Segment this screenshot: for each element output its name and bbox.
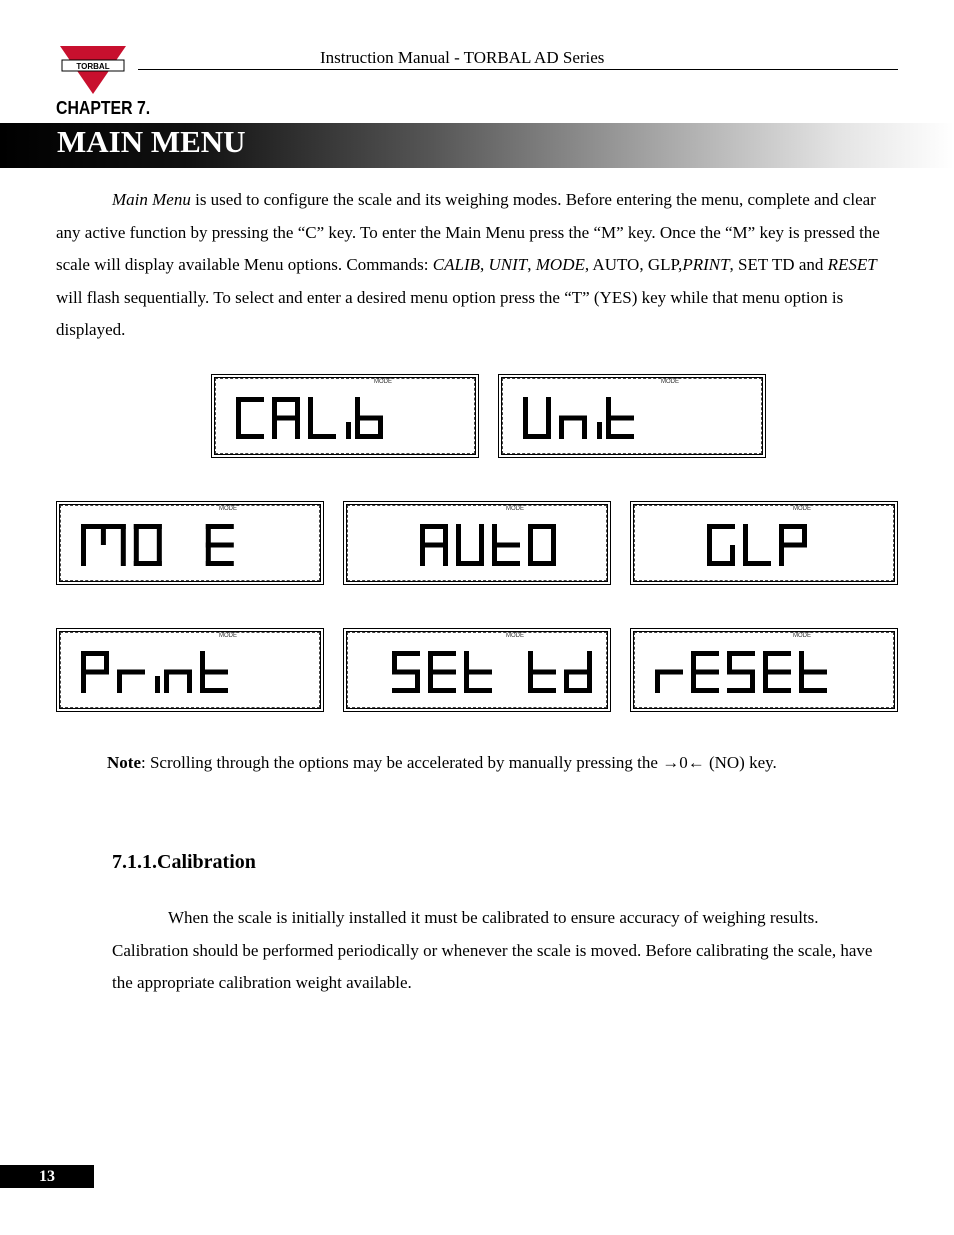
lcd-segments xyxy=(63,510,319,580)
intro-text-2: , AUTO, GLP, xyxy=(584,255,683,274)
section-heading: 7.1.1.Calibration xyxy=(112,851,256,873)
reset-term: RESET xyxy=(827,255,877,274)
zero-key-symbol: →0← xyxy=(662,753,705,772)
lcd-display-glp xyxy=(630,501,898,585)
lcd-segments xyxy=(63,637,319,707)
lcd-display-mode xyxy=(56,501,324,585)
lcd-display-auto xyxy=(343,501,611,585)
note-paragraph xyxy=(107,753,777,773)
lcd-segments xyxy=(505,383,761,453)
intro-text-3: , SET TD and xyxy=(729,255,828,274)
mode-indicator: MODE xyxy=(506,506,524,512)
lcd-segments xyxy=(350,637,606,707)
logo-text: TORBAL xyxy=(76,62,110,71)
main-menu-term: Main Menu xyxy=(112,190,191,209)
mode-term: MODE xyxy=(535,255,585,274)
chapter-title: MAIN MENU xyxy=(57,124,246,159)
lcd-segments xyxy=(350,510,606,580)
document-title: Instruction Manual - TORBAL AD Series xyxy=(320,48,605,67)
lcd-display-print xyxy=(56,628,324,712)
separator: , xyxy=(480,255,489,274)
separator: , xyxy=(527,255,536,274)
lcd-display-set-td xyxy=(343,628,611,712)
lcd-display-calib xyxy=(211,374,479,458)
section-text: When the scale is initially installed it must be calibrated to ensure accuracy of weighing results. Calibration should be performed periodically or whenever the scale is moved. Before calibrating the scale, have the appropriate calibration weight available. xyxy=(112,908,873,992)
torbal-logo xyxy=(58,44,128,96)
lcd-segments xyxy=(637,637,893,707)
chapter-label: CHAPTER 7. xyxy=(56,98,151,118)
note-text: : Scrolling through the options may be accelerated by manually pressing the xyxy=(140,753,663,772)
lcd-segments xyxy=(637,510,893,580)
page-number: 13 xyxy=(0,1165,94,1188)
unit-term: UNIT xyxy=(488,255,528,274)
note-label: Note xyxy=(107,753,141,772)
print-term: PRINT xyxy=(682,255,730,274)
intro-text-1: is used to configure the scale and its weighing modes. Before entering the menu, complete and clear any active function by pressing the “C” key. To enter the Main Menu press the “M” key. Once the “M” key is pressed the scale will display available Menu options. Commands: xyxy=(56,190,880,274)
mode-indicator: MODE xyxy=(793,506,811,512)
section-paragraph xyxy=(112,902,892,1000)
lcd-segments xyxy=(218,383,474,453)
note-text-end: (NO) key. xyxy=(704,753,777,772)
mode-indicator: MODE xyxy=(374,379,392,385)
header-rule xyxy=(138,69,898,70)
mode-indicator: MODE xyxy=(793,633,811,639)
lcd-display-unit xyxy=(498,374,766,458)
mode-indicator: MODE xyxy=(661,379,679,385)
lcd-display-reset xyxy=(630,628,898,712)
mode-indicator: MODE xyxy=(219,633,237,639)
calib-term: CALIB xyxy=(432,255,481,274)
intro-paragraph xyxy=(56,184,896,347)
mode-indicator: MODE xyxy=(506,633,524,639)
mode-indicator: MODE xyxy=(219,506,237,512)
intro-text-4: will flash sequentially. To select and enter a desired menu option press the “T” (YES) key while that menu option is displayed. xyxy=(56,287,844,339)
